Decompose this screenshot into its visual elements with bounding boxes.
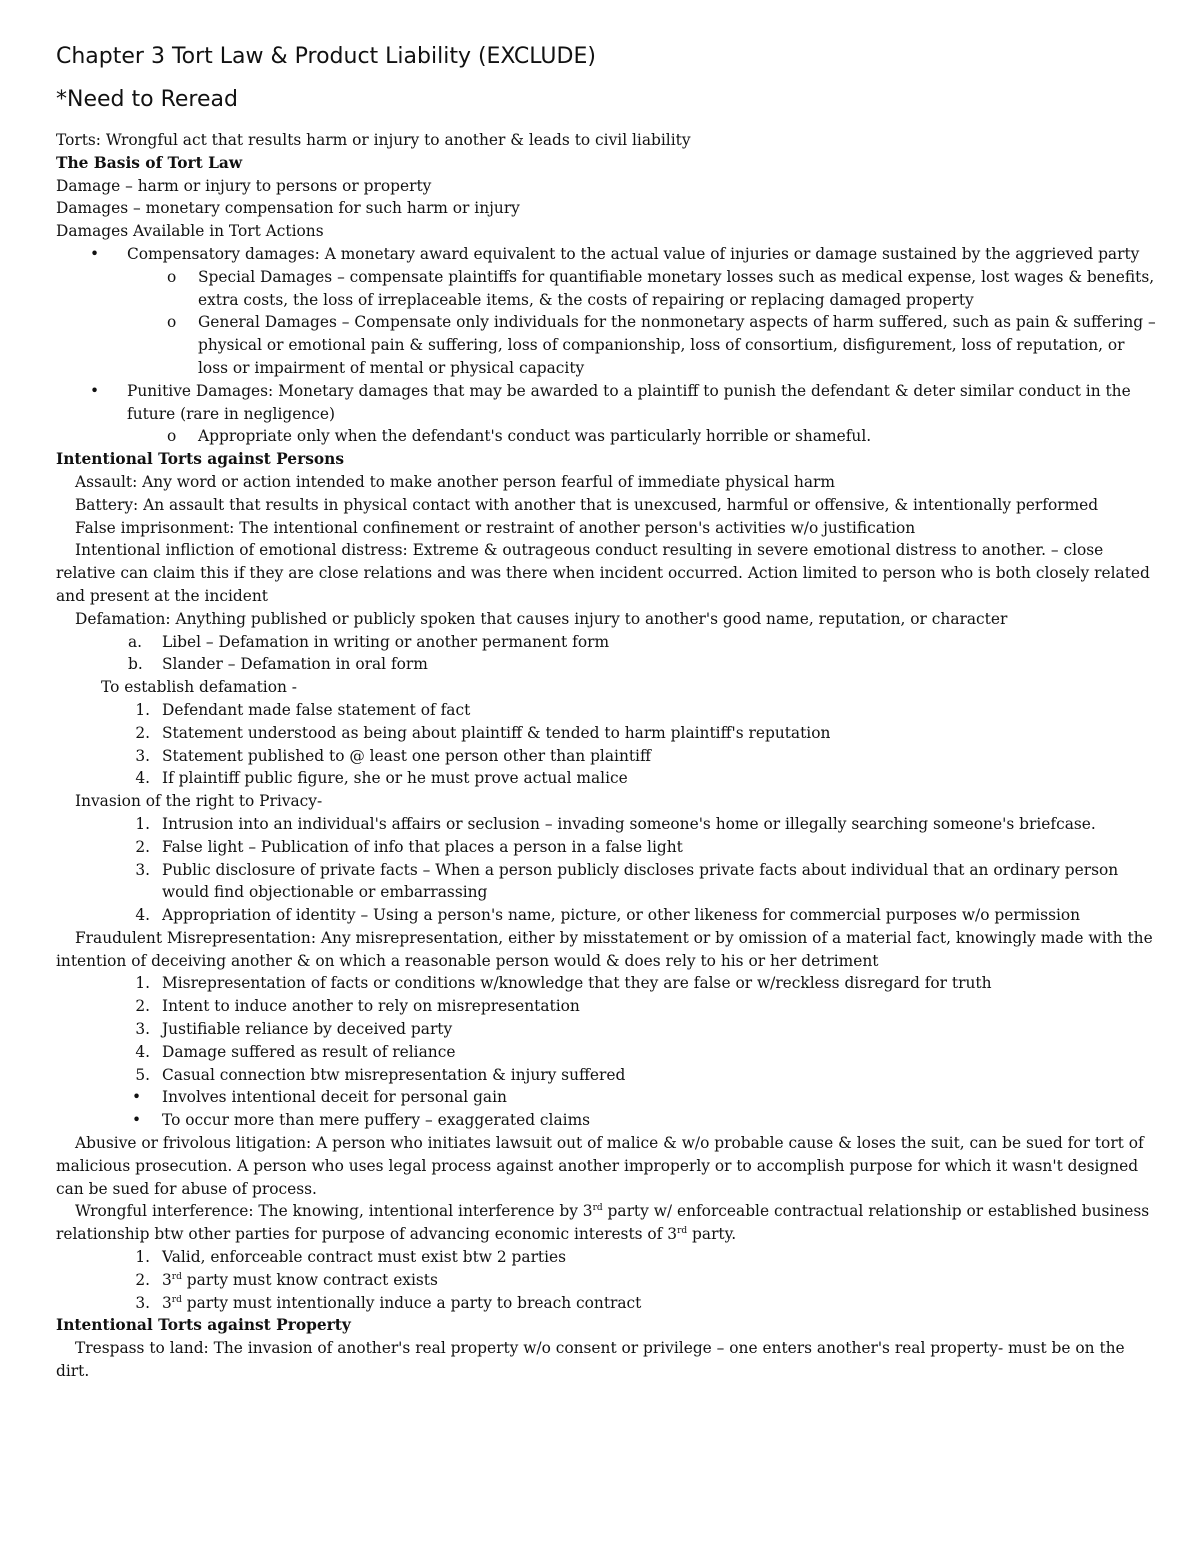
bullet-marker: • [90, 244, 100, 263]
list-item [56, 1109, 1156, 1132]
bullet-text: Punitive Damages: Monetary damages that may be awarded to a plaintiff to punish the defendant & deter similar conduct in the future (rare in negligence) [127, 381, 1131, 423]
sub-item-appropriate [56, 425, 1156, 448]
list-marker: 1. [135, 700, 150, 719]
superscript-rd: rd [171, 1271, 182, 1282]
list-marker: 3. [135, 746, 150, 765]
bullet-marker: • [90, 381, 100, 400]
list-item [56, 722, 1156, 745]
torts-definition: Torts: Wrongful act that results harm or injury to another & leads to civil liability [56, 131, 691, 149]
assault-definition: Assault: Any word or action intended to make another person fearful of immediate physical harm [75, 472, 836, 491]
list-marker: 2. [135, 997, 150, 1016]
list-item-text: If plaintiff public figure, she or he must prove actual malice [162, 769, 628, 788]
bullet-item-punitive [56, 380, 1156, 426]
trespass-definition [56, 1337, 1156, 1383]
privacy-label: Invasion of the right to Privacy- [75, 792, 323, 811]
sub-item-special [56, 266, 1156, 312]
document-title: Chapter 3 Tort Law & Product Liability (EXCLUDE) [56, 44, 596, 69]
superscript-rd: rd [677, 1226, 688, 1237]
list-item [56, 699, 1156, 722]
list-item [56, 745, 1156, 768]
list-item [56, 1086, 1156, 1109]
list-item [56, 1269, 1156, 1292]
list-item-text-pre: 3 [162, 1293, 172, 1312]
abusive-litigation-definition [56, 1132, 1156, 1200]
iied-definition [56, 539, 1156, 607]
list-item-text: Slander – Defamation in oral form [162, 655, 428, 674]
battery-text: Battery: An assault that results in physical contact with another that is unexcused, harmful or offensive, & intentionally performed [75, 495, 1099, 514]
list-marker: 1. [135, 1248, 150, 1267]
bullet-marker: • [132, 1111, 142, 1130]
iied-text: Intentional infliction of emotional distress: Extreme & outrageous conduct resulting in severe emotional distress to another. – close relative can claim this if they are close relations and was there when incident occurred. Action limited to person who is both closely related and present at the incident [56, 541, 1150, 605]
trespass-text: Trespass to land: The invasion of another's real property w/o consent or privilege – one enters another's real property- must be on the dirt. [56, 1339, 1125, 1381]
section-heading-persons: Intentional Torts against Persons [56, 450, 344, 469]
list-item [56, 904, 1156, 927]
sub-item-text: General Damages – Compensate only individuals for the nonmonetary aspects of harm suffered, such as pain & suffering – physical or emotional pain & suffering, loss of companionship, loss of consortium, disfigurement, loss of reputation, or loss or impairment of mental or physical capacity [198, 313, 1156, 377]
list-item-text: Damage suffered as result of reliance [162, 1042, 456, 1061]
list-marker: 2. [135, 723, 150, 742]
wrongful-text-a: Wrongful interference: The knowing, intentional interference by 3 [75, 1202, 593, 1221]
list-item-text-pre: 3 [162, 1270, 172, 1289]
document-subtitle: *Need to Reread [56, 87, 238, 112]
sub-item-text: Appropriate only when the defendant's conduct was particularly horrible or shameful. [198, 427, 872, 446]
sub-item-text: Special Damages – compensate plaintiffs for quantifiable monetary losses such as medical expense, lost wages & benefits, extra costs, the loss of irreplaceable items, & the costs of repairing or replacing damaged property [198, 267, 1155, 309]
defamation-elements-list [56, 699, 1156, 790]
list-item [56, 767, 1156, 790]
list-item [56, 1246, 1156, 1269]
list-marker: 3. [135, 860, 150, 879]
wrongful-interference-definition [56, 1200, 1156, 1246]
bullet-item-compensatory [56, 243, 1156, 266]
defamation-types-list [56, 631, 1156, 677]
list-marker: 1. [135, 814, 150, 833]
battery-definition [56, 494, 1156, 517]
list-item [56, 1018, 1156, 1041]
list-item [56, 1064, 1156, 1087]
list-item-text: To occur more than mere puffery – exaggerated claims [162, 1111, 591, 1130]
list-item-text: Statement understood as being about plaintiff & tended to harm plaintiff's reputation [162, 723, 831, 742]
bullet-marker: • [132, 1088, 142, 1107]
fraud-text: Fraudulent Misrepresentation: Any misrepresentation, either by misstatement or by omission of a material fact, knowingly made with the intention of deceiving another & on which a reasonable person would & does rely to his or her detriment [56, 928, 1153, 970]
list-item-text: Public disclosure of private facts – When a person publicly discloses private facts about individual that an ordinary person would find objectionable or embarrassing [162, 860, 1119, 902]
damages-available-label: Damages Available in Tort Actions [56, 222, 324, 241]
wrongful-text-c: party. [687, 1225, 737, 1244]
circle-marker: o [167, 313, 177, 332]
to-establish-defamation-label: To establish defamation - [101, 678, 297, 697]
sub-item-general [56, 311, 1156, 379]
list-item [56, 813, 1156, 836]
privacy-items-list [56, 813, 1156, 927]
false-imprisonment-definition: False imprisonment: The intentional confinement or restraint of another person's activities w/o justification [75, 518, 916, 537]
list-marker: 2. [135, 837, 150, 856]
list-item-text: False light – Publication of info that places a person in a false light [162, 837, 683, 856]
list-item-text: Appropriation of identity – Using a person's name, picture, or other likeness for commercial purposes w/o permission [162, 906, 1081, 925]
list-marker: b. [128, 655, 143, 674]
list-marker: a. [128, 632, 143, 651]
fraud-elements-list [56, 972, 1156, 1132]
abusive-text: Abusive or frivolous litigation: A person who initiates lawsuit out of malice & w/o probable cause & loses the suit, can be sued for tort of malicious prosecution. A person who uses legal process against another improperly or to accomplish purpose for which it wasn't designed can be sued for abuse of process. [56, 1134, 1144, 1198]
section-heading-basis: The Basis of Tort Law [56, 153, 243, 172]
section-heading-property: Intentional Torts against Property [56, 1316, 351, 1335]
list-item [56, 653, 1156, 676]
list-item-text: Intent to induce another to rely on misrepresentation [162, 997, 580, 1016]
defamation-definition: Defamation: Anything published or publicly spoken that causes injury to another's good name, reputation, or character [75, 609, 1008, 628]
list-item-text: Intrusion into an individual's affairs or seclusion – invading someone's home or illegally searching someone's briefcase. [162, 814, 1096, 833]
list-marker: 2. [135, 1270, 150, 1289]
list-marker: 5. [135, 1065, 150, 1084]
list-marker: 3. [135, 1293, 150, 1312]
list-item-text: Casual connection btw misrepresentation & injury suffered [162, 1065, 626, 1084]
list-item [56, 836, 1156, 859]
document-page [56, 40, 1156, 1383]
list-item [56, 631, 1156, 654]
bullet-text: Compensatory damages: A monetary award equivalent to the actual value of injuries or damage sustained by the aggrieved party [127, 244, 1140, 263]
list-item-text: Valid, enforceable contract must exist btw 2 parties [162, 1248, 567, 1267]
circle-marker: o [167, 427, 177, 446]
list-marker: 1. [135, 974, 150, 993]
list-item-text: Involves intentional deceit for personal gain [162, 1088, 507, 1107]
list-item [56, 1041, 1156, 1064]
superscript-rd: rd [171, 1294, 182, 1305]
wrongful-elements-list [56, 1246, 1156, 1314]
list-item [56, 859, 1156, 905]
damage-definition: Damage – harm or injury to persons or property [56, 176, 432, 195]
list-item [56, 1292, 1156, 1315]
list-marker: 4. [135, 1042, 150, 1061]
list-item-text-post: party must know contract exists [181, 1270, 438, 1289]
list-item-text: Justifiable reliance by deceived party [162, 1020, 453, 1039]
superscript-rd: rd [592, 1203, 603, 1214]
list-marker: 4. [135, 769, 150, 788]
list-item [56, 995, 1156, 1018]
list-item-text: Statement published to @ least one person other than plaintiff [162, 746, 651, 765]
list-item-text: Misrepresentation of facts or conditions w/knowledge that they are false or w/reckless disregard for truth [162, 974, 992, 993]
list-marker: 3. [135, 1020, 150, 1039]
fraud-definition [56, 927, 1156, 973]
circle-marker: o [167, 267, 177, 286]
damages-definition: Damages – monetary compensation for such harm or injury [56, 199, 520, 218]
list-item-text: Libel – Defamation in writing or another permanent form [162, 632, 610, 651]
list-marker: 4. [135, 906, 150, 925]
wrongful-text-b: party w/ enforceable contractual relationship or established business relationship btw other parties for purpose of advancing economic interests of 3 [56, 1202, 1150, 1244]
list-item-text: Defendant made false statement of fact [162, 700, 471, 719]
list-item [56, 972, 1156, 995]
list-item-text-post: party must intentionally induce a party to breach contract [181, 1293, 642, 1312]
